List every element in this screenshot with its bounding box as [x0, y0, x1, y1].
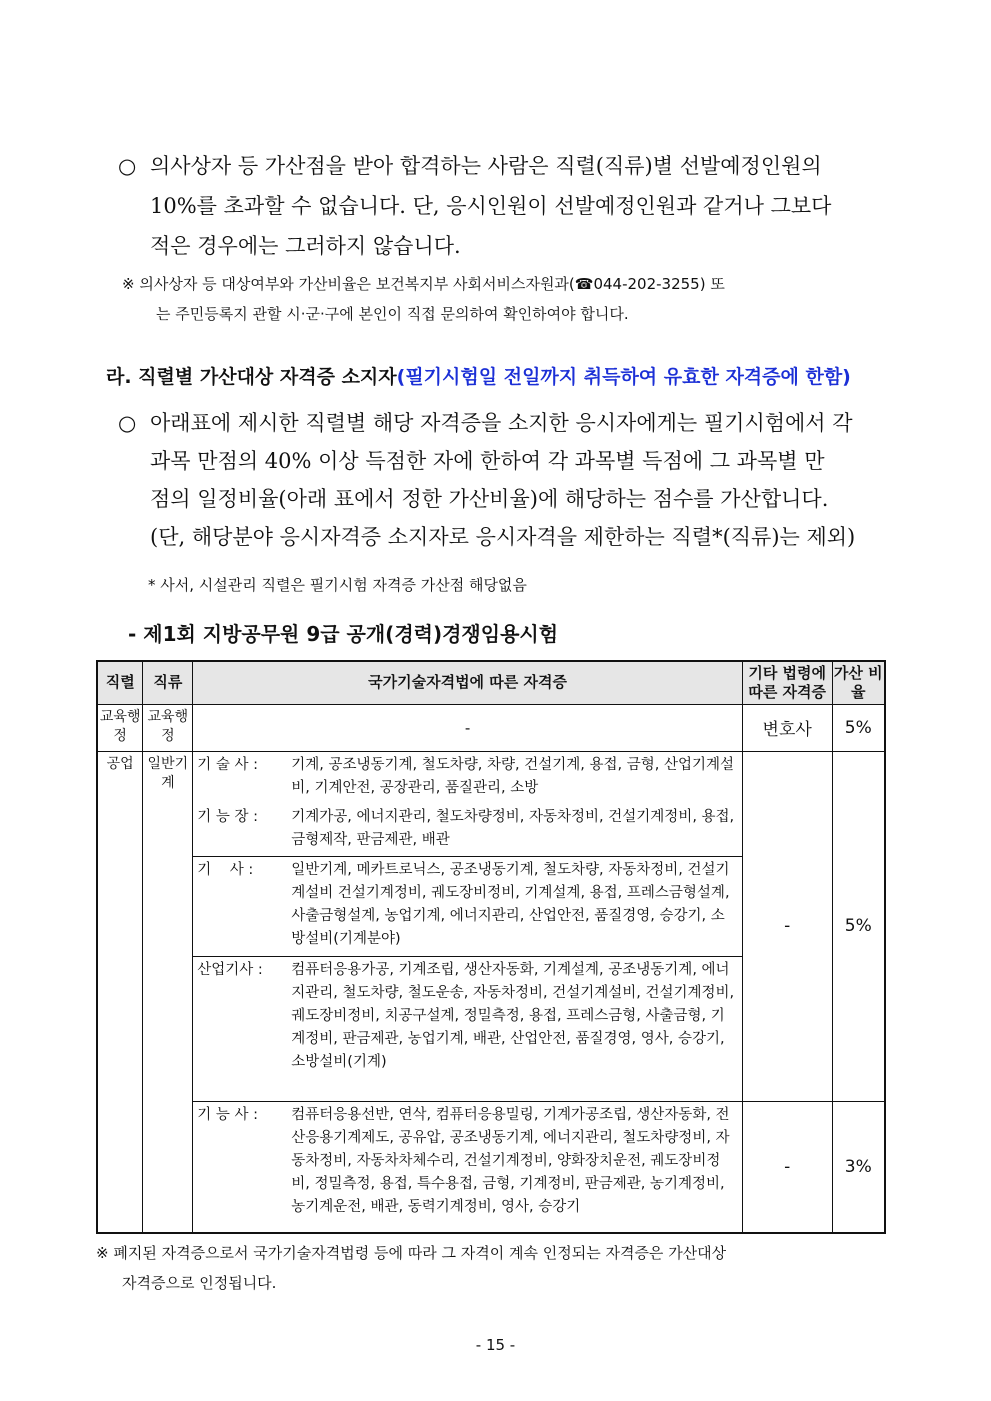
cert-label: 산업기사 : [197, 961, 263, 978]
note1-line-2: 는 주민등록지 관할 시·군·구에 본인이 직접 문의하여 확인하여야 합니다. [156, 305, 629, 323]
para2-line-4: (단, 해당분야 응시자격증 소지자로 응시자격을 제한하는 직렬*(직류)는 제외) [150, 525, 856, 549]
cell-series: 교육행정 [97, 704, 143, 751]
cell-series: 공업 [97, 751, 143, 1233]
cell-other: - [742, 751, 832, 1101]
para2-line-1: 아래표에 제시한 직렬별 해당 자격증을 소지한 응시자에게는 필기시험에서 각 [150, 411, 853, 435]
bottom-note-line-1: 폐지된 자격증으로서 국가기술자격법령 등에 따라 그 자격이 계속 인정되는 자격증은 가산대상 [113, 1244, 727, 1262]
cell-cert-group-3 [193, 956, 743, 1101]
exam-subheading: - 제1회 지방공무원 9급 공개(경력)경쟁임용시험 [128, 622, 559, 646]
table-header-row [97, 661, 885, 704]
para1-line-1: 의사상자 등 가산점을 받아 합격하는 사람은 직렬(직류)별 선발예정인원의 [150, 154, 822, 178]
cert-entry [193, 957, 742, 1078]
cell-ratio: 5% [832, 751, 885, 1101]
cell-ratio: 3% [832, 1101, 885, 1233]
certificate-table [96, 660, 886, 1234]
inquiry-note [122, 269, 912, 329]
page-number: - 15 - [475, 1336, 516, 1354]
cell-class: 일반기계 [143, 751, 193, 1233]
cert-label: 기 사 : [197, 861, 254, 878]
heading-main: 라. 직렬별 가산대상 자격증 소지자 [106, 366, 397, 388]
para1-line-3: 적은 경우에는 그러하지 않습니다. [150, 234, 461, 258]
cell-cert-group-1 [193, 751, 743, 856]
cert-entry [193, 1102, 742, 1223]
bottom-note-line-2: 자격증으로 인정됩니다. [122, 1274, 277, 1292]
heading-highlight: (필기시험일 전일까지 취득하여 유효한 자격증에 한함) [396, 366, 851, 388]
cell-class: 교육행정 [143, 704, 193, 751]
cert-value: 기계가공, 에너지관리, 철도차량정비, 자동차정비, 건설기계정비, 용접, 금형제작, 판금제관, 배관 [291, 808, 735, 848]
cell-ratio: 5% [832, 704, 885, 751]
cell-cert-group-2 [193, 856, 743, 956]
cert-value: 기계, 공조냉동기계, 철도차량, 차량, 건설기계, 용접, 금형, 산업기계설비, 기계안전, 공장관리, 품질관리, 소방 [291, 756, 734, 796]
cell-cert: - [193, 704, 743, 751]
bonus-rule-paragraph [118, 404, 908, 556]
header-class: 직류 [143, 661, 193, 704]
header-ratio: 가산 비율 [832, 661, 885, 704]
bullet-circle: ○ [118, 154, 137, 178]
table-row-industry-4 [97, 1101, 885, 1233]
bullet-circle: ○ [118, 411, 137, 435]
cert-value: 컴퓨터응용가공, 기계조립, 생산자동화, 기계설계, 공조냉동기계, 에너지관리, 철도차량, 철도운송, 자동차정비, 건설기계설비, 건설기계정비, 궤도장비정비, 치공구설계, 정밀측정, 용접, 프레스금형, 사출금형, 기계정비, 판금제관, 농업기계, 배관, 산업안전, 품질경영, 영사, 승강기, 소방설비(기계) [291, 961, 735, 1070]
para2-line-3: 점의 일정비율(아래 표에서 정한 가산비율)에 해당하는 점수를 가산합니다. [150, 487, 829, 511]
exclusion-note: * 사서, 시설관리 직렬은 필기시험 자격증 가산점 해당없음 [148, 576, 527, 594]
cell-other: 변호사 [742, 704, 832, 751]
cell-other: - [742, 1101, 832, 1233]
para1-line-2: 10%를 초과할 수 없습니다. 단, 응시인원이 선발예정인원과 같거나 그보다 [150, 194, 832, 218]
cert-label: 기 능 사 : [197, 1106, 258, 1123]
note1-line-1: 의사상자 등 대상여부와 가산비율은 보건복지부 사회서비스자원과(☎044-202-3255) 또 [139, 275, 725, 293]
quota-limit-paragraph [118, 146, 908, 266]
cert-label: 기 능 장 : [197, 808, 258, 825]
header-series: 직렬 [97, 661, 143, 704]
cert-entry [193, 804, 742, 856]
header-cert: 국가기술자격법에 따른 자격증 [193, 661, 743, 704]
cert-entry [193, 752, 742, 804]
table-row-education [97, 704, 885, 751]
section-heading [106, 362, 926, 389]
abolished-cert-note [96, 1238, 906, 1298]
table-row-industry-1 [97, 751, 885, 856]
header-other: 기타 법령에 따른 자격증 [742, 661, 832, 704]
cert-value: 컴퓨터응용선반, 연삭, 컴퓨터응용밀링, 기계가공조립, 생산자동화, 전산응용기계제도, 공유압, 공조냉동기계, 에너지관리, 철도차량정비, 자동차정비, 자동차차체수리, 건설기계정비, 양화장치운전, 궤도장비정비, 정밀측정, 용접, 특수용접, 금형, 기계정비, 판금제관, 농기계정비, 농기계운전, 배관, 동력기계정비, 영사, 승강기 [291, 1106, 730, 1215]
cert-label: 기 술 사 : [197, 756, 258, 773]
note-mark: ※ [122, 275, 135, 293]
cert-value: 일반기계, 메카트로닉스, 공조냉동기계, 철도차량, 자동차정비, 건설기계설비 건설기계정비, 궤도장비정비, 기계설계, 용접, 프레스금형설계, 사출금형설계, 농업기계, 에너지관리, 산업안전, 품질경영, 승강기, 소방설비(기계분야) [291, 861, 730, 947]
para2-line-2: 과목 만점의 40% 이상 득점한 자에 한하여 각 과목별 득점에 그 과목별 만 [150, 449, 825, 473]
note-mark: ※ [96, 1244, 109, 1262]
cell-cert-group-4 [193, 1101, 743, 1233]
cert-entry [193, 857, 742, 955]
